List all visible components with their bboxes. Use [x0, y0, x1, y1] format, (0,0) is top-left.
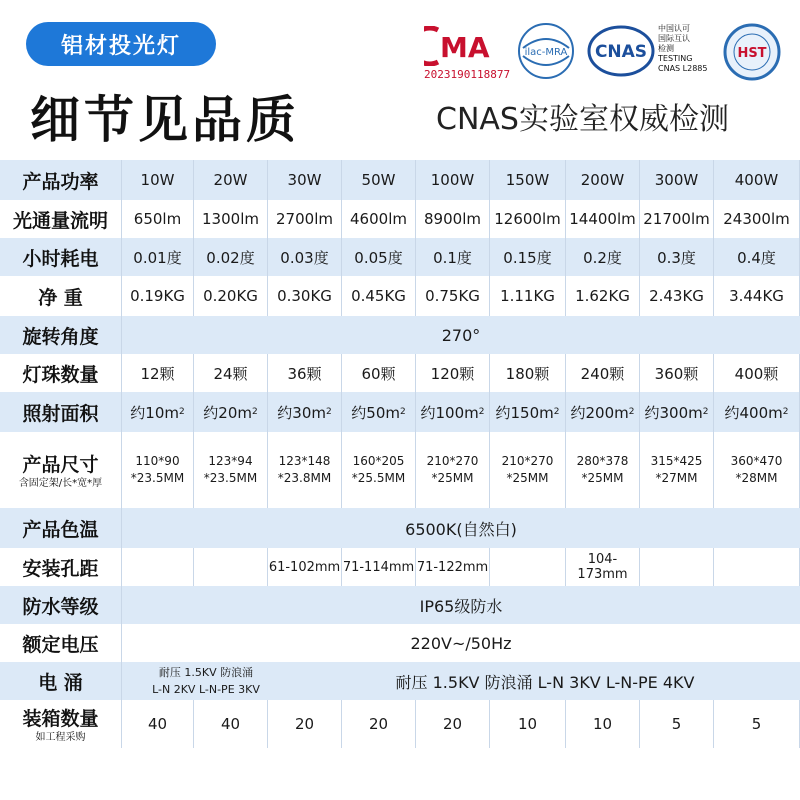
cell-line: 160*205 — [352, 454, 405, 468]
table-cell: 10W — [122, 160, 194, 200]
spec-row — [0, 276, 800, 316]
table-cell: 400颗 — [714, 354, 800, 392]
row-label: 额定电压 — [0, 624, 122, 662]
cell-line: *23.5MM — [203, 471, 258, 485]
table-cell: 约300m 2 — [640, 392, 714, 432]
table-cell — [342, 432, 416, 508]
cell-line: L-N 2KV L-N-PE 3KV — [152, 683, 260, 696]
table-cell: 约50m 2 — [342, 392, 416, 432]
table-cell: 0.20KG — [194, 276, 268, 316]
cell-line: *23.8MM — [277, 471, 332, 485]
cell-line: *28MM — [735, 471, 778, 485]
cell-line: *25MM — [581, 471, 624, 485]
table-cell: 180颗 — [490, 354, 566, 392]
table-cell — [640, 548, 714, 586]
page-title: 细节见品质 — [30, 91, 300, 149]
spanned-value: 220V~/50Hz — [410, 633, 512, 653]
table-cell — [640, 432, 714, 508]
unit-superscript: 2 — [553, 407, 560, 417]
table-cell: 100W — [416, 160, 490, 200]
table-cell — [490, 432, 566, 508]
table-cell: 约10m 2 — [122, 392, 194, 432]
table-cell: 10 — [566, 700, 640, 748]
spanned-value: 耐压 1.5KV 防浪涌 L-N 3KV L-N-PE 4KV — [395, 672, 695, 692]
table-cell: 14400lm — [566, 200, 640, 238]
unit-superscript: 2 — [399, 407, 406, 417]
cell-line: 123*94 — [208, 454, 253, 468]
table-cell: 40 — [194, 700, 268, 748]
spec-row — [0, 238, 800, 276]
table-cell: 10 — [490, 700, 566, 748]
cell-line: 110*90 — [135, 454, 180, 468]
row-label: 净 重 — [0, 276, 122, 316]
cell-line: *25.5MM — [351, 471, 406, 485]
row-label-text: 产品尺寸 — [22, 454, 99, 476]
row-label — [0, 432, 122, 508]
table-cell — [194, 432, 268, 508]
svg-text:HST: HST — [737, 46, 767, 61]
table-cell: 约30m 2 — [268, 392, 342, 432]
product-type-badge: 铝材投光灯 — [26, 22, 216, 66]
cell-line: 315*425 — [650, 454, 703, 468]
unit-superscript: 2 — [251, 407, 258, 417]
spec-row — [0, 508, 800, 548]
spec-row — [0, 354, 800, 392]
table-cell: 0.1度 — [416, 238, 490, 276]
row-sublabel: 如工程采购 — [35, 732, 86, 743]
cell-line: 123*148 — [278, 454, 331, 468]
table-cell: 50W — [342, 160, 416, 200]
spec-row — [0, 624, 800, 662]
table-cell: 0.75KG — [416, 276, 490, 316]
spec-row — [0, 662, 800, 700]
spec-row — [0, 316, 800, 354]
table-cell — [122, 432, 194, 508]
table-cell: 0.3度 — [640, 238, 714, 276]
table-cell: 71-114mm — [342, 548, 416, 586]
cell-line: 210*270 — [501, 454, 554, 468]
svg-text:MA: MA — [440, 31, 490, 64]
table-cell: 0.4度 — [714, 238, 800, 276]
table-cell: 0.01度 — [122, 238, 194, 276]
table-cell: 1.62KG — [566, 276, 640, 316]
cnas-logo — [586, 20, 656, 82]
table-cell: 约200m 2 — [566, 392, 640, 432]
table-cell: 5 — [640, 700, 714, 748]
table-cell: 20 — [416, 700, 490, 748]
cell-line: 360*470 — [730, 454, 783, 468]
table-cell: 30W — [268, 160, 342, 200]
row-label: 产品功率 — [0, 160, 122, 200]
unit-superscript: 2 — [628, 407, 635, 417]
cell-line: *25MM — [506, 471, 549, 485]
header — [0, 0, 800, 160]
row-label: 灯珠数量 — [0, 354, 122, 392]
row-label: 小时耗电 — [0, 238, 122, 276]
cell-line: 280*378 — [576, 454, 629, 468]
cma-number: 2023190118877 — [424, 68, 511, 81]
table-cell: 约150m 2 — [490, 392, 566, 432]
table-cell: 20 — [268, 700, 342, 748]
table-cell: 40 — [122, 700, 194, 748]
table-cell: 0.45KG — [342, 276, 416, 316]
table-cell: 3.44KG — [714, 276, 800, 316]
table-cell: 120颗 — [416, 354, 490, 392]
unit-superscript: 2 — [178, 407, 185, 417]
table-cell — [714, 548, 800, 586]
table-cell: 20W — [194, 160, 268, 200]
table-cell: 2700lm — [268, 200, 342, 238]
table-cell: 4600lm — [342, 200, 416, 238]
table-cell: 300W — [640, 160, 714, 200]
table-cell: 360颗 — [640, 354, 714, 392]
table-cell: 5 — [714, 700, 800, 748]
surge-note-small-models — [122, 662, 290, 700]
table-cell: 150W — [490, 160, 566, 200]
table-cell: 0.15度 — [490, 238, 566, 276]
table-cell: 12600lm — [490, 200, 566, 238]
table-cell: 约100m 2 — [416, 392, 490, 432]
table-cell: 71-122mm — [416, 548, 490, 586]
table-cell: 0.19KG — [122, 276, 194, 316]
table-cell: 1.11KG — [490, 276, 566, 316]
row-label: 安装孔距 — [0, 548, 122, 586]
row-label: 电 涌 — [0, 662, 122, 700]
table-cell — [122, 548, 194, 586]
ilac-mra-logo — [515, 20, 577, 82]
spec-row — [0, 392, 800, 432]
table-cell: 104-173mm — [566, 548, 640, 586]
svg-text:CNAS: CNAS — [594, 42, 648, 62]
table-cell — [194, 548, 268, 586]
cell-line: *23.5MM — [130, 471, 185, 485]
table-cell: 约20m 2 — [194, 392, 268, 432]
row-label-text: 装箱数量 — [22, 708, 99, 730]
table-cell: 0.03度 — [268, 238, 342, 276]
table-cell: 20 — [342, 700, 416, 748]
svg-text:ilac-MRA: ilac-MRA — [524, 47, 568, 58]
table-cell: 0.2度 — [566, 238, 640, 276]
row-label — [0, 700, 122, 748]
spec-row — [0, 586, 800, 624]
table-cell: 8900lm — [416, 200, 490, 238]
row-label: 照射面积 — [0, 392, 122, 432]
table-cell: 0.30KG — [268, 276, 342, 316]
hst-logo — [722, 22, 782, 82]
table-cell — [714, 432, 800, 508]
table-cell: 0.05度 — [342, 238, 416, 276]
row-label: 旋转角度 — [0, 316, 122, 354]
table-cell: 650lm — [122, 200, 194, 238]
table-cell: 24颗 — [194, 354, 268, 392]
table-cell: 36颗 — [268, 354, 342, 392]
spec-row — [0, 548, 800, 586]
cma-logo — [424, 26, 502, 66]
unit-superscript: 2 — [478, 407, 485, 417]
spanned-value: 6500K(自然白) — [405, 519, 517, 539]
table-cell — [416, 432, 490, 508]
table-cell: 60颗 — [342, 354, 416, 392]
lab-subtitle: CNAS实验室权威检测 — [436, 102, 729, 137]
unit-superscript: 2 — [325, 407, 332, 417]
table-cell — [268, 432, 342, 508]
row-label: 防水等级 — [0, 586, 122, 624]
unit-superscript: 2 — [702, 407, 709, 417]
spec-row — [0, 432, 800, 508]
unit-superscript: 2 — [782, 407, 789, 417]
cell-line: *27MM — [655, 471, 698, 485]
table-cell: 61-102mm — [268, 548, 342, 586]
cell-line: 210*270 — [426, 454, 479, 468]
row-label: 光通量流明 — [0, 200, 122, 238]
cell-line: *25MM — [431, 471, 474, 485]
cell-line: 耐压 1.5KV 防浪涌 — [158, 666, 254, 679]
spec-row — [0, 200, 800, 238]
row-sublabel: 含固定架/长*宽*厚 — [18, 478, 103, 489]
spec-row — [0, 160, 800, 200]
table-cell: 约400m 2 — [714, 392, 800, 432]
table-cell: 12颗 — [122, 354, 194, 392]
table-cell: 0.02度 — [194, 238, 268, 276]
table-cell — [490, 548, 566, 586]
table-cell: 24300lm — [714, 200, 800, 238]
row-label: 产品色温 — [0, 508, 122, 548]
table-cell: 1300lm — [194, 200, 268, 238]
spanned-value: 270° — [441, 325, 481, 345]
table-cell: 21700lm — [640, 200, 714, 238]
table-cell: 400W — [714, 160, 800, 200]
spanned-value: IP65级防水 — [419, 596, 503, 616]
table-cell — [566, 432, 640, 508]
table-cell: 240颗 — [566, 354, 640, 392]
testing-accreditation-text: 中国认可 国际互认 检测 TESTING CNAS L2885 — [658, 24, 708, 73]
table-cell: 2.43KG — [640, 276, 714, 316]
table-cell: 200W — [566, 160, 640, 200]
spec-row — [0, 700, 800, 748]
